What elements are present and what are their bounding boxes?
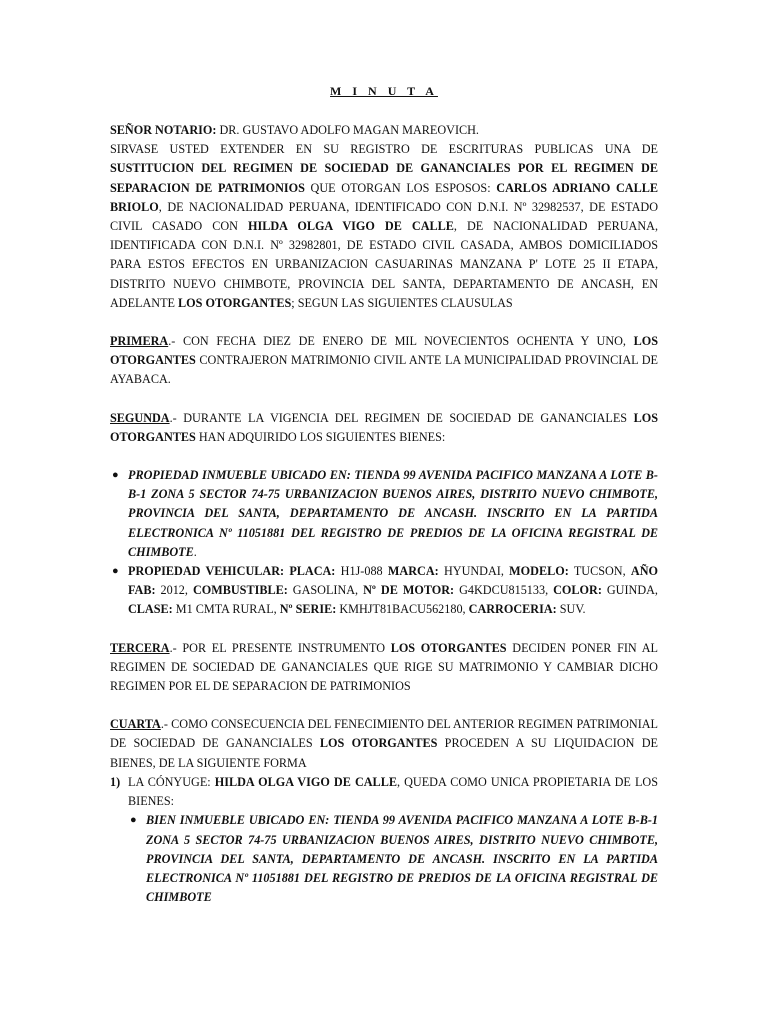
- clause-text: PROCEDEN A SU LIQUIDACION DE BIENES, DE LA SIGUIENTE FORMA: [110, 736, 658, 770]
- intro-text: , DE NACIONALIDAD PERUANA, IDENTIFICADO CON D.N.I. Nº 32982537, DE ESTADO CIVIL CASADO CON: [110, 199, 658, 234]
- clause-text: .- COMO CONSECUENCIA DEL FENECIMIENTO DEL ANTERIOR REGIMEN PATRIMONIAL DE SOCIEDAD DE GANANCIALES: [110, 717, 658, 751]
- clause-label: SEGUNDA: [110, 410, 170, 425]
- sub-assets-list: [128, 811, 658, 907]
- field-label: PROPIEDAD VEHICULAR: PLACA:: [128, 564, 336, 579]
- document-body: [110, 121, 658, 907]
- clause-text: .- POR EL PRESENTE INSTRUMENTO: [169, 640, 391, 655]
- field-label: AÑO FAB:: [128, 564, 658, 598]
- list-item: [110, 773, 658, 907]
- intro-text: , DE NACIONALIDAD PERUANA, IDENTIFICADA CON D.N.I. Nº 32982801, DE ESTADO CIVIL CASADA, AMBOS DOMICILIADOS PARA ESTOS EFECTOS EN URBANIZACION CASUARINAS MANZANA P' LOTE 25 II ETAPA, DISTRITO NUEVO CHIMBOTE, PROVINCIA DEL SANTA, DEPARTAMENTO DE ANCASH, EN ADELANTE: [110, 219, 659, 310]
- otorgantes-term: LOS OTORGANTES: [390, 640, 507, 655]
- field-value: TUCSON,: [568, 564, 631, 579]
- asset-property: PROPIEDAD INMUEBLE UBICADO EN: TIENDA 99 AVENIDA PACIFICO MANZANA A LOTE B-B-1 ZONA 5 SECTOR 74-75 URBANIZACION BUENOS AIRES, DISTRITO NUEVO CHIMBOTE, PROVINCIA DEL SANTA, DEPARTAMENTO DE ANCASH. INSCRITO EN LA PARTIDA ELECTRONICA Nº 11051881 DEL REGISTRO DE PREDIOS DE LA OFICINA REGISTRAL DE CHIMBOTE: [128, 468, 658, 559]
- otorgantes-term: LOS OTORGANTES: [178, 295, 292, 310]
- intro-text: SIRVASE USTED EXTENDER EN SU REGISTRO DE ESCRITURAS PUBLICAS UNA DE: [110, 142, 658, 157]
- field-label: COMBUSTIBLE:: [192, 583, 288, 598]
- clause-primera: [110, 332, 658, 390]
- field-value: HYUNDAI,: [438, 564, 510, 579]
- intro-paragraph: [110, 140, 658, 313]
- field-value: H1J-088: [335, 564, 388, 579]
- clause-text: LA CÓNYUGE:: [128, 774, 215, 789]
- field-value: 2012,: [155, 583, 193, 598]
- field-value: M1 CMTA RURAL,: [172, 602, 280, 617]
- clause-label: TERCERA: [110, 640, 170, 655]
- field-label: Nº SERIE:: [279, 602, 337, 617]
- document-title: M I N U T A: [330, 84, 438, 98]
- field-value: GASOLINA,: [287, 583, 364, 598]
- intro-subject: SUSTITUCION DEL REGIMEN DE SOCIEDAD DE GANANCIALES POR EL REGIMEN DE SEPARACION DE PATRIMONIOS: [110, 161, 658, 195]
- spouse-2-name: HILDA OLGA VIGO DE CALLE: [214, 774, 397, 789]
- field-label: CLASE:: [128, 602, 173, 617]
- clause-text: HAN ADQUIRIDO LOS SIGUIENTES BIENES:: [195, 429, 446, 444]
- asset-property-end: .: [193, 544, 197, 559]
- clause-text: .- CON FECHA DIEZ DE ENERO DE MIL NOVECIENTOS OCHENTA Y UNO,: [168, 334, 634, 349]
- assets-list: [110, 466, 658, 620]
- otorgantes-term: LOS OTORGANTES: [110, 410, 658, 444]
- clause-text: .- DURANTE LA VIGENCIA DEL REGIMEN DE SOCIEDAD DE GANANCIALES: [169, 410, 634, 425]
- spouse-1-name: CARLOS ADRIANO CALLE BRIOLO: [110, 180, 658, 214]
- list-item: [128, 811, 658, 907]
- intro-text: QUE OTORGAN LOS ESPOSOS:: [304, 180, 497, 195]
- field-label: Nº DE MOTOR:: [363, 583, 455, 598]
- otorgantes-term: LOS OTORGANTES: [110, 334, 658, 368]
- field-label: CARROCERIA:: [468, 602, 557, 617]
- field-value: GUINDA,: [601, 583, 658, 598]
- item-number: 1): [110, 774, 121, 789]
- clause-label: PRIMERA: [110, 334, 169, 349]
- field-label: COLOR:: [553, 583, 602, 598]
- clause-text: CONTRAJERON MATRIMONIO CIVIL ANTE LA MUNICIPALIDAD PROVINCIAL DE AYABACA.: [110, 353, 658, 387]
- intro-text: ; SEGUN LAS SIGUIENTES CLAUSULAS: [291, 295, 513, 310]
- clause-segunda: [110, 409, 658, 447]
- list-item: [110, 562, 658, 620]
- clause-tercera: [110, 639, 658, 697]
- asset-property: BIEN INMUEBLE UBICADO EN: TIENDA 99 AVENIDA PACIFICO MANZANA A LOTE B-B-1 ZONA 5 SECTOR 74-75 URBANIZACION BUENOS AIRES, DISTRITO NUEVO CHIMBOTE, PROVINCIA DEL SANTA, DEPARTAMENTO DE ANCASH. INSCRITO EN LA PARTIDA ELECTRONICA Nº 11051881 DEL REGISTRO DE PREDIOS DE LA OFICINA REGISTRAL DE CHIMBOTE: [146, 813, 658, 905]
- list-item: [110, 466, 658, 562]
- spouse-2-name: HILDA OLGA VIGO DE CALLE: [248, 219, 454, 234]
- clause-text: DECIDEN PONER FIN AL REGIMEN DE SOCIEDAD DE GANANCIALES QUE RIGE SU MATRIMONIO Y CAMBIAR DICHO REGIMEN POR EL DE SEPARACION DE PATRIMONIOS: [110, 640, 658, 694]
- clause-text: , QUEDA COMO UNICA PROPIETARIA DE LOS BIENES:: [128, 774, 659, 809]
- clause-label: CUARTA: [110, 717, 161, 732]
- liquidation-list: [110, 773, 658, 907]
- field-value: SUV.: [556, 602, 586, 617]
- addressee-line: [110, 121, 658, 140]
- bullet-icon: ●: [130, 814, 137, 827]
- field-label: MODELO:: [509, 564, 569, 579]
- field-value: KMHJT81BACU562180,: [336, 602, 469, 617]
- clause-cuarta: [110, 715, 658, 773]
- bullet-icon: ●: [112, 469, 119, 482]
- bullet-icon: ●: [112, 565, 119, 578]
- addressee-name: DR. GUSTAVO ADOLFO MAGAN MAREOVICH.: [216, 123, 479, 137]
- otorgantes-term: LOS OTORGANTES: [319, 736, 438, 751]
- field-value: G4KDCU815133,: [454, 583, 554, 598]
- field-label: MARCA:: [387, 564, 439, 579]
- addressee-label: SEÑOR NOTARIO:: [110, 123, 217, 137]
